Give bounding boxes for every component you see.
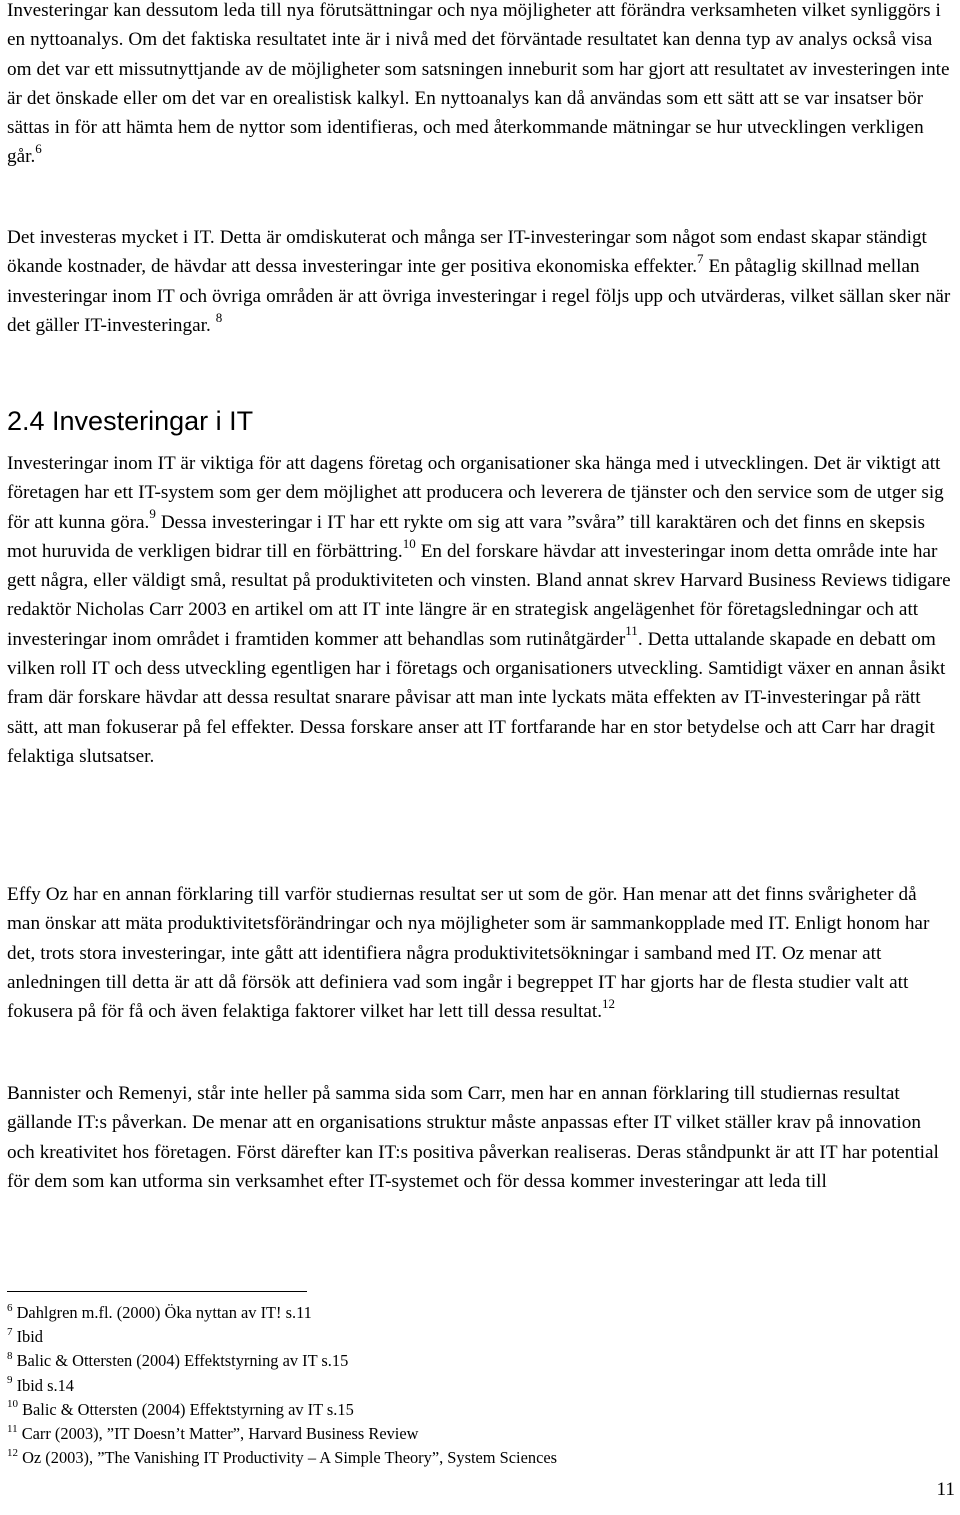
footnote-ref-7[interactable]: 7: [697, 250, 704, 266]
footnote-text: Balic & Ottersten (2004) Effektstyrning av IT s.15: [12, 1351, 349, 1371]
footnotes: [7, 1301, 557, 1470]
footnote-number: 12: [7, 1446, 18, 1459]
paragraph-text: Effy Oz har en annan förklaring till varför studiernas resultat ser ut som de gör. Han menar att det finns svårigheter då man önskar att mäta produktivitetsförändringar och nya möjligheter som är sammankopplade med IT. Enligt honom har det, trots stora investeringar, inte gått att identifiera några produktivitetsökningar i samband med IT. Oz menar att anledningen till detta är att då försök att definiera vad som ingår i begreppet IT har gjorts har de flesta studier valt att fokusera på för få och även felaktiga faktorer vilket har lett till dessa resultat.: [7, 884, 930, 1023]
footnote-12: [7, 1446, 557, 1470]
footnote-text: Balic & Ottersten (2004) Effektstyrning av IT s.15: [18, 1399, 354, 1419]
footnote-text: Carr (2003), ”IT Doesn’t Matter”, Harvard Business Review: [17, 1424, 419, 1444]
footnote-number: 10: [7, 1398, 18, 1411]
footnote-ref-10[interactable]: 10: [402, 535, 416, 551]
footnote-text: Ibid: [12, 1327, 44, 1347]
footnote-text: Oz (2003), ”The Vanishing IT Productivity – A Simple Theory”, System Sciences: [18, 1448, 557, 1468]
paragraph-text: En del forskare hävdar att investeringar inom detta område inte har gett några, eller väldigt små, resultat på produktiviteten och vinsten. Bland annat skrev Harvard Business Reviews tidigare redaktör Nicholas Carr 2003 en artikel om att IT inte längre är en strategisk angelägenhet för företagsledningar och att investeringar inom området i framtiden kommer att behandlas som rutinåtgärder: [7, 540, 951, 650]
footnote-number: 8: [7, 1349, 13, 1362]
paragraph-investeringar-inom-it: [7, 449, 953, 771]
footnote-ref-12[interactable]: 12: [602, 995, 616, 1011]
footnote-number: 11: [7, 1422, 18, 1435]
footnote-11: [7, 1422, 557, 1446]
footnote-separator: [7, 1291, 307, 1292]
footnote-7: [7, 1325, 557, 1349]
section-heading: 2.4 Investeringar i IT: [7, 406, 254, 436]
paragraph-text: . Detta uttalande skapade en debatt om vilken roll IT och dess utveckling egentligen har i företags och organisationers utveckling. Samtidigt växer en annan åsikt fram där forskare hävdar att dessa resultat snarare påvisar att man inte lyckats mäta effekten av IT-investeringar på rätt sätt, att man fokuserar på fel effekter. Dessa forskare anser att IT fortfarande har en stor betydelse och att Carr har dragit felaktiga slutsatser.: [7, 628, 946, 767]
footnote-ref-8[interactable]: 8: [215, 309, 223, 325]
paragraph-text: Bannister och Remenyi, står inte heller på samma sida som Carr, men har en annan förklaring till studiernas resultat gällande IT:s påverkan. De menar att en organisations struktur måste anpassas efter IT vilket ställer krav på innovation och kreativitet hos företagen. Först därefter kan IT:s positiva påverkan realiseras. Deras ståndpunkt är att IT har potential för dem som kan utforma sin verksamhet efter IT-systemet och för dessa kommer investeringar att leda till: [7, 1083, 939, 1192]
page-number: 11: [936, 1479, 955, 1500]
footnote-9: [7, 1374, 557, 1398]
paragraph-text: Investeringar kan dessutom leda till nya förutsättningar och nya möjligheter att förändra verksamheten vilket synliggörs i en nyttoanalys. Om det faktiska resultatet inte är i nivå med det förväntade resultatet kan denna typ av analys också visa om det var ett missutnyttjande av de möjligheter som satsningen inneburit som har gjort att resultatet av investeringen inte är det önskade eller om det var en orealistisk kalkyl. En nyttoanalys kan då användas som ett sätt att se var insatser bör sättas in för att hämta hem de nyttor som identifieras, och med återkommande mätningar se hur utvecklingen verkligen går.: [7, 0, 950, 168]
paragraph-bannister: [7, 1079, 953, 1196]
paragraph-det-investeras: [7, 223, 953, 340]
footnote-ref-11[interactable]: 11: [625, 623, 638, 639]
paragraph-nyttoanalys: [7, 0, 953, 172]
footnote-10: [7, 1398, 557, 1422]
paragraph-text: Det investeras mycket i IT. Detta är omdiskuterat och många ser IT-investeringar som något som endast skapar ständigt ökande kostnader, de hävdar att dessa investeringar inte ger positiva ekonomiska effekter.: [7, 227, 927, 278]
paragraph-text: En påtaglig skillnad mellan investeringar inom IT och övriga områden är att övriga investeringar i regel följs upp och utvärderas, vilket sällan sker när det gäller IT-investeringar.: [7, 256, 951, 336]
footnote-number: 9: [7, 1374, 13, 1387]
footnote-6: [7, 1301, 557, 1325]
footnote-ref-9[interactable]: 9: [149, 506, 156, 522]
footnote-text: Dahlgren m.fl. (2000) Öka nyttan av IT! s.11: [12, 1303, 312, 1322]
footnote-number: 6: [7, 1301, 13, 1314]
footnote-ref-6[interactable]: 6: [35, 141, 42, 157]
paragraph-text: Investeringar inom IT är viktiga för att dagens företag och organisationer ska hänga med i utvecklingen. Det är viktigt att företagen har ett IT-system som ger dem möjlighet att producera och leverera de tjänster och den service som de utger sig för att kunna göra.: [7, 453, 944, 533]
footnote-number: 7: [7, 1325, 13, 1338]
paragraph-effy-oz: [7, 880, 953, 1026]
footnote-text: Ibid s.14: [12, 1375, 74, 1395]
footnote-8: [7, 1349, 557, 1373]
paragraph-text: Dessa investeringar i IT har ett rykte om sig att vara ”svåra” till karaktären och det finns en skepsis mot huruvida de verkligen bidrar till en förbättring.: [7, 511, 925, 562]
